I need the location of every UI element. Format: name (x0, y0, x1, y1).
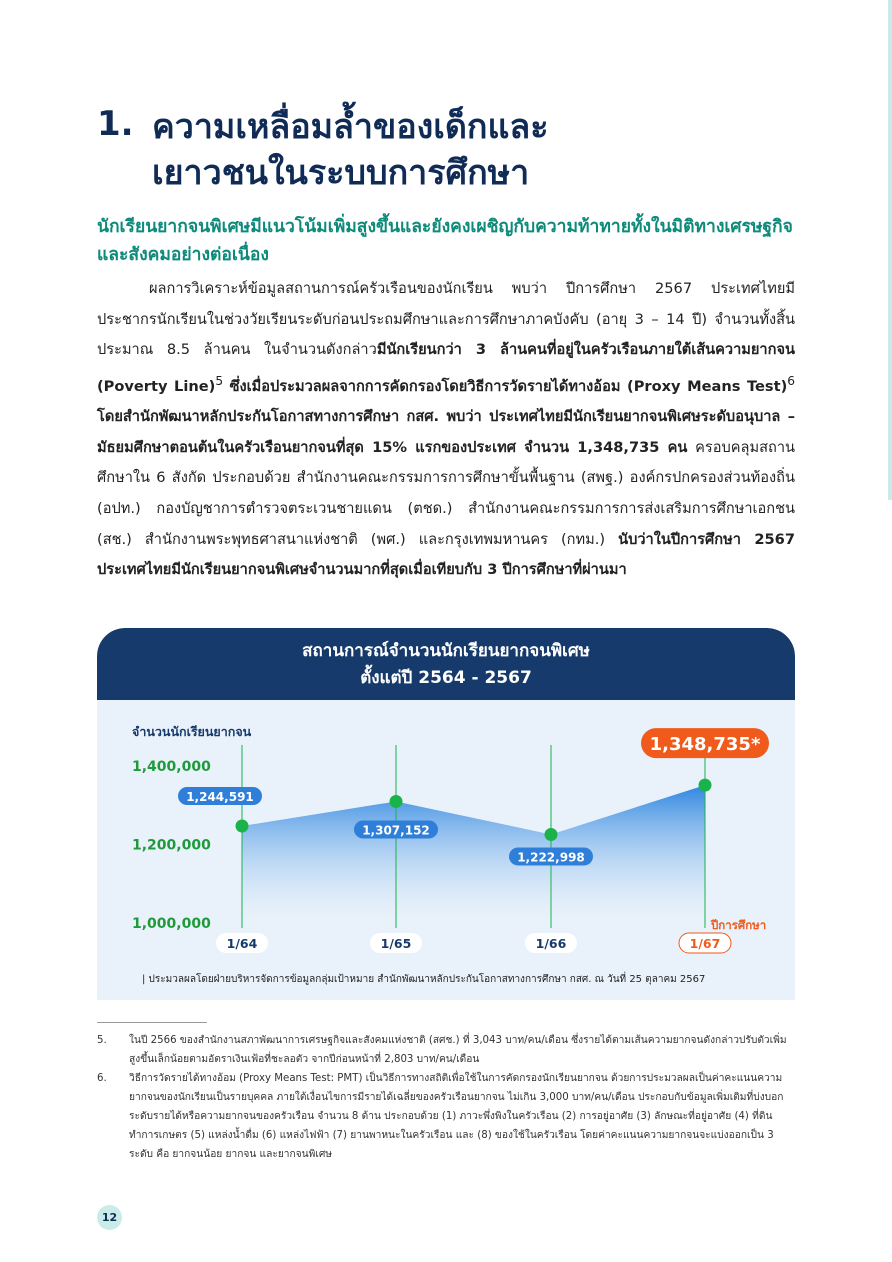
data-label: 1,307,152 (362, 823, 430, 838)
footnotes (97, 1031, 795, 1164)
x-tick-label: 1/65 (380, 936, 412, 951)
y-tick-label: 1,200,000 (132, 837, 211, 854)
data-point (699, 779, 712, 792)
footnote-text: ในปี 2566 ของสำนักงานสภาพัฒนาการเศรษฐกิจและสังคมแห่งชาติ (สศช.) ที่ 3,043 บาท/คน/เดือน ซึ่งรายได้ตามเส้นความยากจนดังกล่าวปรับตัวเพิ่มสูงขึ้นเล็กน้อยตามอัตราเงินเฟ้อที่ชะลอตัว จากปีก่อนหน้าที่ 2,803 บาท/คน/เดือน (129, 1035, 787, 1065)
footnote-number: 6. (97, 1073, 107, 1084)
body-bold-3: โดยสำนักพัฒนาหลักประกันโอกาสทางการศึกษา กสศ. พบว่า ประเทศไทยมีนักเรียนยากจนพิเศษระดับอนุบาล – มัธยมศึกษาตอนต้นในครัวเรือนยากจนที่สุด 15% แรกของประเทศ จำนวน 1,348,735 คน (97, 408, 795, 456)
footnote-divider (97, 1022, 207, 1023)
chart-title-line2: ตั้งแต่ปี 2564 - 2567 (360, 668, 532, 688)
area-chart (97, 700, 795, 970)
section-title-line1: ความเหลื่อมล้ำของเด็กและ (152, 107, 549, 147)
data-label: 1,348,735* (649, 734, 761, 756)
chart-title-line1: สถานการณ์จำนวนนักเรียนยากจนพิเศษ (302, 641, 590, 661)
footnote-6 (97, 1069, 795, 1164)
body-text-2: ครอบคลุมสถานศึกษาใน 6 สังกัด ประกอบด้วย สำนักงานคณะกรรมการการศึกษาขั้นพื้นฐาน (สพฐ.) องค์กรปกครองส่วนท้องถิ่น (อปท.) กองบัญชาการตำรวจตระเวนชายแดน (ตชด.) สำนักงานคณะกรรมการการส่งเสริมการศึกษาเอกชน (สช.) สำนักงานพระพุทธศาสนาแห่งชาติ (พศ.) และกรุงเทพมหานคร (กทม.) (97, 438, 795, 548)
x-tick-label: 1/64 (226, 936, 258, 951)
footnote-5 (97, 1031, 795, 1069)
footnote-ref-6[interactable]: 6 (787, 373, 795, 388)
body-bold-4: นับว่าในปีการศึกษา 2567 ประเทศไทยมีนักเรียนยากจนพิเศษจำนวนมากที่สุดเมื่อเทียบกับ 3 ปีการศึกษาที่ผ่านมา (97, 530, 795, 579)
x-tick-label: 1/67 (689, 936, 721, 951)
body-text-1: ผลการวิเคราะห์ข้อมูลสถานการณ์ครัวเรือนของนักเรียน พบว่า ปีการศึกษา 2567 ประเทศไทยมีประชากรนักเรียนในช่วงวัยเรียนระดับก่อนประถมศึกษาและการศึกษาภาคบังคับ (อายุ 3 – 14 ปี) จำนวนทั้งสิ้นประมาณ 8.5 ล้านคน ในจำนวนดังกล่าว (97, 280, 795, 359)
data-label: 1,244,591 (186, 789, 254, 804)
y-axis-title: จำนวนนักเรียนยากจน (132, 724, 252, 739)
subheading: นักเรียนยากจนพิเศษมีแนวโน้มเพิ่มสูงขึ้นและยังคงเผชิญกับความท้าทายทั้งในมิติทางเศรษฐกิจและสังคมอย่างต่อเนื่อง (97, 217, 793, 265)
footnote-ref-5[interactable]: 5 (215, 373, 224, 388)
footnote-text: วิธีการวัดรายได้ทางอ้อม (Proxy Means Test: PMT) เป็นวิธีการทางสถิติเพื่อใช้ในการคัดกรองนักเรียนยากจน ด้วยการประมวลผลเป็นค่าคะแนนความยากจนของนักเรียนเป็นรายบุคคล ภายใต้เงื่อนไขการมีรายได้เฉลี่ยของครัวเรือนยากจน ไม่เกิน 3,000 บาท/คน/เดือน ประกอบกับข้อมูลเพิ่มเติมที่บ่งบอกระดับรายได้หรือความยากจนของครัวเรือน จำนวน 8 ด้าน ประกอบด้วย (1) ภาวะพึ่งพิงในครัวเรือน (2) การอยู่อาศัย (3) ลักษณะที่อยู่อาศัย (4) ที่ดินทำการเกษตร (5) แหล่งน้ำดื่ม (6) แหล่งไฟฟ้า (7) ยานพาหนะในครัวเรือน และ (8) ของใช้ในครัวเรือน โดยค่าคะแนนความยากจนจะแบ่งออกเป็น 3 ระดับ คือ ยากจนน้อย ยากจน และยากจนพิเศษ (129, 1073, 784, 1160)
x-axis-title: ปีการศึกษา (711, 918, 767, 932)
body-bold-1: มีนักเรียนกว่า 3 ล้านคนที่อยู่ในครัวเรือนภายใต้เส้นความยากจน (Poverty Line) (97, 341, 795, 395)
section-title-line2: เยาวชนในระบบการศึกษา (152, 153, 530, 193)
area-series (242, 785, 705, 922)
page-edge-accent (888, 0, 892, 500)
body-paragraph (97, 274, 795, 586)
footnote-number: 5. (97, 1035, 107, 1046)
data-point (545, 828, 558, 841)
chart-panel (97, 628, 795, 1000)
x-tick-label: 1/66 (535, 936, 567, 951)
source-note: | ประมวลผลโดยฝ่ายบริหารจัดการข้อมูลกลุ่มเป้าหมาย สำนักพัฒนาหลักประกันโอกาสทางการศึกษา กสศ. ณ วันที่ 25 ตุลาคม 2567 (142, 974, 706, 985)
page-number: 12 (97, 1205, 122, 1230)
data-point (390, 795, 403, 808)
section-number: 1. (97, 104, 134, 144)
chart-panel-header (97, 628, 795, 700)
y-tick-label: 1,400,000 (132, 759, 211, 775)
data-point (236, 819, 249, 832)
y-tick-label: 1,000,000 (132, 916, 211, 932)
data-label: 1,222,998 (517, 850, 585, 865)
body-bold-2: ซึ่งเมื่อประมวลผลจากการคัดกรองโดยวิธีการวัดรายได้ทางอ้อม (Proxy Means Test) (223, 377, 788, 395)
